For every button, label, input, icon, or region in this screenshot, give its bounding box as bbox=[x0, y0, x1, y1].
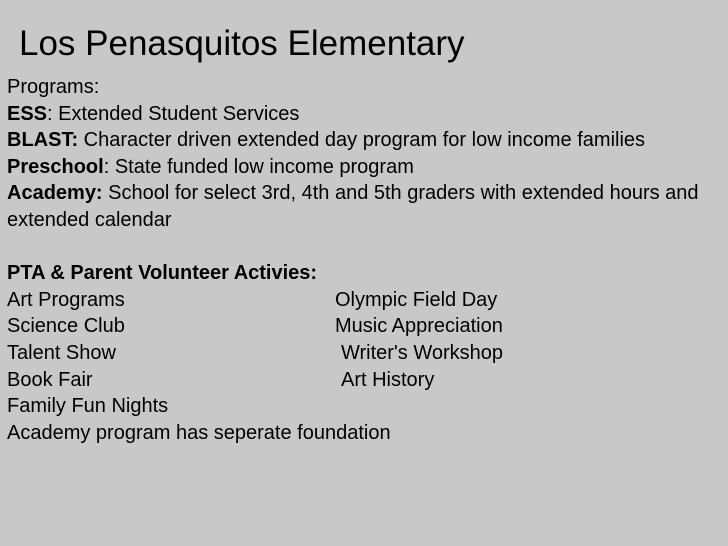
program-name: Academy: bbox=[7, 182, 103, 205]
program-name: Preschool bbox=[7, 155, 104, 178]
program-description: Character driven extended day program for low income families bbox=[78, 129, 646, 152]
activity-left: Science Club bbox=[7, 315, 125, 338]
family-line: Family Fun Nights bbox=[7, 395, 169, 418]
activity-right: Art History bbox=[341, 368, 435, 391]
activity-row bbox=[7, 287, 719, 314]
activity-left: Talent Show bbox=[7, 341, 116, 364]
programs-heading: Programs: bbox=[7, 76, 100, 98]
activity-row bbox=[7, 340, 719, 367]
activity-row bbox=[7, 367, 719, 394]
activity-row bbox=[7, 313, 719, 340]
program-description: School for select 3rd, 4th and 5th graders with extended hours and extended calendar bbox=[7, 182, 699, 231]
activity-left: Art Programs bbox=[7, 288, 125, 311]
program-description: : Extended Student Services bbox=[47, 102, 300, 125]
activity-right: Music Appreciation bbox=[335, 315, 503, 338]
activity-right: Writer's Workshop bbox=[341, 341, 504, 364]
activity-right: Olympic Field Day bbox=[335, 288, 498, 311]
slide-title: Los Penasquitos Elementary bbox=[19, 24, 465, 63]
foundation-line: Academy program has seperate foundation bbox=[7, 421, 391, 444]
slide-body bbox=[7, 74, 719, 446]
program-item bbox=[7, 127, 719, 154]
program-name: BLAST: bbox=[7, 129, 79, 152]
pta-heading: PTA & Parent Volunteer Activies: bbox=[7, 262, 318, 285]
spacer bbox=[7, 234, 719, 261]
program-item bbox=[7, 101, 719, 128]
program-item bbox=[7, 180, 719, 233]
program-name: ESS bbox=[7, 102, 48, 125]
activity-left: Book Fair bbox=[7, 368, 93, 391]
program-description: : State funded low income program bbox=[103, 155, 414, 178]
program-item bbox=[7, 154, 719, 181]
